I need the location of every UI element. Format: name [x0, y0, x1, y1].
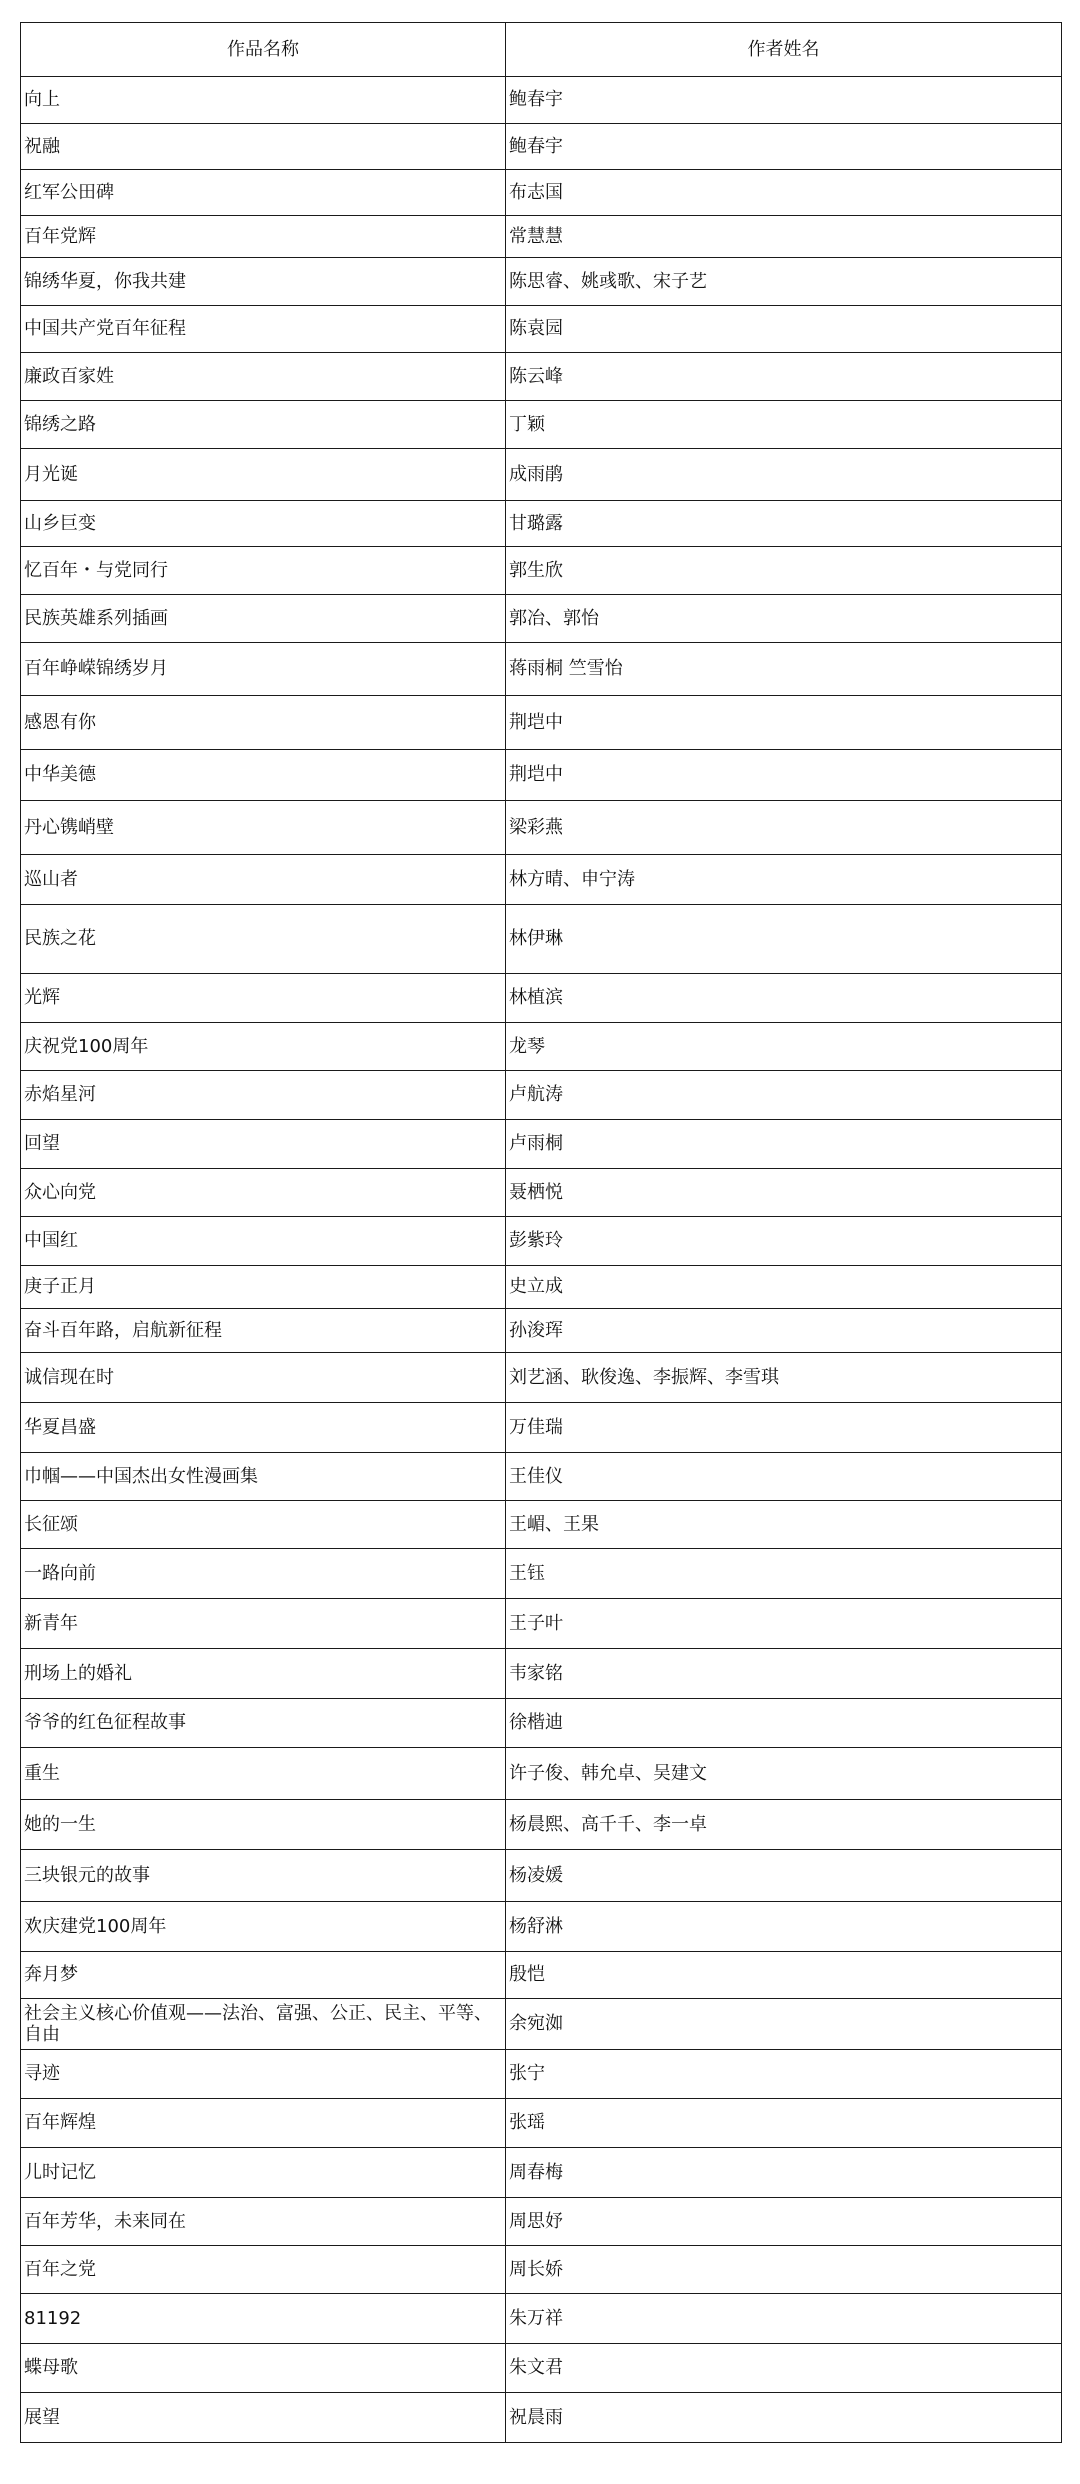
- table-row: [21, 1599, 1062, 1649]
- author-name-cell: 卢航涛: [506, 1071, 1062, 1120]
- table-row: [21, 547, 1062, 595]
- table-row: [21, 1217, 1062, 1266]
- author-name-cell: 王子叶: [506, 1599, 1062, 1649]
- table-row: [21, 974, 1062, 1023]
- table-row: [21, 2246, 1062, 2294]
- author-name-cell: 孙浚珲: [506, 1309, 1062, 1353]
- author-name-cell: 殷恺: [506, 1952, 1062, 1999]
- author-name-cell: 张宁: [506, 2050, 1062, 2099]
- work-title-cell: 刑场上的婚礼: [21, 1649, 506, 1699]
- author-name-cell: 彭紫玲: [506, 1217, 1062, 1266]
- work-title-cell: 一路向前: [21, 1549, 506, 1599]
- work-title-cell: 奔月梦: [21, 1952, 506, 1999]
- work-title-cell: 百年芳华，未来同在: [21, 2198, 506, 2246]
- table-row: [21, 1549, 1062, 1599]
- author-name-cell: 周春梅: [506, 2148, 1062, 2198]
- work-title-cell: 中国红: [21, 1217, 506, 1266]
- work-title-cell: 百年党辉: [21, 216, 506, 258]
- author-name-cell: 卢雨桐: [506, 1120, 1062, 1169]
- table-row: [21, 1120, 1062, 1169]
- work-title-cell: 回望: [21, 1120, 506, 1169]
- work-title-cell: 赤焰星河: [21, 1071, 506, 1120]
- author-name-cell: 王钰: [506, 1549, 1062, 1599]
- work-title-cell: 民族之花: [21, 905, 506, 974]
- table-row: [21, 2148, 1062, 2198]
- work-title-cell: 寻迹: [21, 2050, 506, 2099]
- work-title-cell: 忆百年・与党同行: [21, 547, 506, 595]
- work-title-cell: 百年辉煌: [21, 2099, 506, 2148]
- author-name-cell: 陈袁园: [506, 306, 1062, 353]
- author-name-cell: 杨凌媛: [506, 1850, 1062, 1902]
- work-title-cell: 祝融: [21, 124, 506, 170]
- table-row: [21, 1501, 1062, 1549]
- author-name-cell: 荆垲中: [506, 696, 1062, 750]
- header-row: [21, 23, 1062, 77]
- works-table: [20, 22, 1062, 2443]
- author-name-cell: 丁颖: [506, 401, 1062, 449]
- work-title-cell: 三块银元的故事: [21, 1850, 506, 1902]
- work-title-cell: 儿时记忆: [21, 2148, 506, 2198]
- author-name-cell: 梁彩燕: [506, 801, 1062, 855]
- work-title-cell: 华夏昌盛: [21, 1403, 506, 1453]
- table-row: [21, 1800, 1062, 1850]
- author-name-cell: 周思妤: [506, 2198, 1062, 2246]
- work-title-cell: 81192: [21, 2294, 506, 2344]
- table-row: [21, 696, 1062, 750]
- author-name-cell: 徐楷迪: [506, 1699, 1062, 1748]
- work-title-cell: 月光诞: [21, 449, 506, 501]
- author-name-cell: 朱文君: [506, 2344, 1062, 2393]
- author-name-cell: 甘璐露: [506, 501, 1062, 547]
- table-row: [21, 1699, 1062, 1748]
- work-title-cell: 重生: [21, 1748, 506, 1800]
- author-name-cell: 林伊琳: [506, 905, 1062, 974]
- author-name-cell: 林植滨: [506, 974, 1062, 1023]
- work-title-cell: 诚信现在时: [21, 1353, 506, 1403]
- table-row: [21, 2198, 1062, 2246]
- author-name-cell: 朱万祥: [506, 2294, 1062, 2344]
- author-name-cell: 许子俊、韩允卓、吴建文: [506, 1748, 1062, 1800]
- work-title-cell: 中国共产党百年征程: [21, 306, 506, 353]
- table-row: [21, 306, 1062, 353]
- header-title: 作品名称: [21, 23, 506, 77]
- author-name-cell: 韦家铭: [506, 1649, 1062, 1699]
- table-row: [21, 1902, 1062, 1952]
- author-name-cell: 陈云峰: [506, 353, 1062, 401]
- author-name-cell: 鲍春宇: [506, 124, 1062, 170]
- author-name-cell: 荆垲中: [506, 750, 1062, 801]
- table-row: [21, 2393, 1062, 2443]
- work-title-cell: 展望: [21, 2393, 506, 2443]
- work-title-cell: 感恩有你: [21, 696, 506, 750]
- author-name-cell: 龙琴: [506, 1023, 1062, 1071]
- work-title-cell: 锦绣之路: [21, 401, 506, 449]
- table-row: [21, 801, 1062, 855]
- author-name-cell: 郭冶、郭怡: [506, 595, 1062, 643]
- table-row: [21, 2294, 1062, 2344]
- work-title-cell: 丹心镌峭壁: [21, 801, 506, 855]
- work-title-cell: 红军公田碑: [21, 170, 506, 216]
- author-name-cell: 余宛洳: [506, 1999, 1062, 2050]
- work-title-cell: 向上: [21, 77, 506, 124]
- table-row: [21, 449, 1062, 501]
- work-title-cell: 中华美德: [21, 750, 506, 801]
- work-title-cell: 庆祝党100周年: [21, 1023, 506, 1071]
- work-title-cell: 奋斗百年路，启航新征程: [21, 1309, 506, 1353]
- work-title-cell: 社会主义核心价值观——法治、富强、公正、民主、平等、自由: [21, 1999, 506, 2050]
- author-name-cell: 张瑶: [506, 2099, 1062, 2148]
- author-name-cell: 王嵋、王果: [506, 1501, 1062, 1549]
- author-name-cell: 刘艺涵、耿俊逸、李振辉、李雪琪: [506, 1353, 1062, 1403]
- work-title-cell: 长征颂: [21, 1501, 506, 1549]
- table-row: [21, 501, 1062, 547]
- author-name-cell: 鲍春宇: [506, 77, 1062, 124]
- work-title-cell: 巾帼——中国杰出女性漫画集: [21, 1453, 506, 1501]
- work-title-cell: 众心向党: [21, 1169, 506, 1217]
- author-name-cell: 郭生欣: [506, 547, 1062, 595]
- author-name-cell: 常慧慧: [506, 216, 1062, 258]
- author-name-cell: 陈思睿、姚彧歌、宋子艺: [506, 258, 1062, 306]
- work-title-cell: 光辉: [21, 974, 506, 1023]
- table-row: [21, 258, 1062, 306]
- table-row: [21, 77, 1062, 124]
- work-title-cell: 百年之党: [21, 2246, 506, 2294]
- table-row: [21, 1169, 1062, 1217]
- work-title-cell: 庚子正月: [21, 1266, 506, 1309]
- document-sheet: [20, 22, 1061, 2443]
- author-name-cell: 杨晨熙、高千千、李一卓: [506, 1800, 1062, 1850]
- work-title-cell: 锦绣华夏，你我共建: [21, 258, 506, 306]
- author-name-cell: 聂栖悦: [506, 1169, 1062, 1217]
- table-row: [21, 905, 1062, 974]
- work-title-cell: 民族英雄系列插画: [21, 595, 506, 643]
- author-name-cell: 布志国: [506, 170, 1062, 216]
- author-name-cell: 周长娇: [506, 2246, 1062, 2294]
- table-row: [21, 1453, 1062, 1501]
- author-name-cell: 万佳瑞: [506, 1403, 1062, 1453]
- table-row: [21, 353, 1062, 401]
- table-row: [21, 595, 1062, 643]
- table-row: [21, 1071, 1062, 1120]
- author-name-cell: 杨舒淋: [506, 1902, 1062, 1952]
- table-row: [21, 1403, 1062, 1453]
- work-title-cell: 她的一生: [21, 1800, 506, 1850]
- author-name-cell: 蒋雨桐 竺雪怡: [506, 643, 1062, 696]
- table-row: [21, 216, 1062, 258]
- work-title-cell: 新青年: [21, 1599, 506, 1649]
- table-row: [21, 2099, 1062, 2148]
- table-row: [21, 750, 1062, 801]
- work-title-cell: 百年峥嵘锦绣岁月: [21, 643, 506, 696]
- table-row: [21, 1023, 1062, 1071]
- author-name-cell: 林方晴、申宁涛: [506, 855, 1062, 905]
- work-title-cell: 巡山者: [21, 855, 506, 905]
- table-row: [21, 1952, 1062, 1999]
- table-row: [21, 1999, 1062, 2050]
- table-row: [21, 170, 1062, 216]
- table-row: [21, 1309, 1062, 1353]
- author-name-cell: 祝晨雨: [506, 2393, 1062, 2443]
- author-name-cell: 王佳仪: [506, 1453, 1062, 1501]
- table-row: [21, 1266, 1062, 1309]
- table-row: [21, 1748, 1062, 1800]
- work-title-cell: 蝶母歌: [21, 2344, 506, 2393]
- table-row: [21, 643, 1062, 696]
- work-title-cell: 廉政百家姓: [21, 353, 506, 401]
- table-row: [21, 2050, 1062, 2099]
- author-name-cell: 史立成: [506, 1266, 1062, 1309]
- table-row: [21, 855, 1062, 905]
- table-row: [21, 1353, 1062, 1403]
- author-name-cell: 成雨鹃: [506, 449, 1062, 501]
- table-row: [21, 1649, 1062, 1699]
- table-row: [21, 2344, 1062, 2393]
- table-row: [21, 1850, 1062, 1902]
- table-body: [21, 77, 1062, 2443]
- header-author: 作者姓名: [506, 23, 1062, 77]
- table-row: [21, 124, 1062, 170]
- work-title-cell: 欢庆建党100周年: [21, 1902, 506, 1952]
- table-row: [21, 401, 1062, 449]
- work-title-cell: 爷爷的红色征程故事: [21, 1699, 506, 1748]
- work-title-cell: 山乡巨变: [21, 501, 506, 547]
